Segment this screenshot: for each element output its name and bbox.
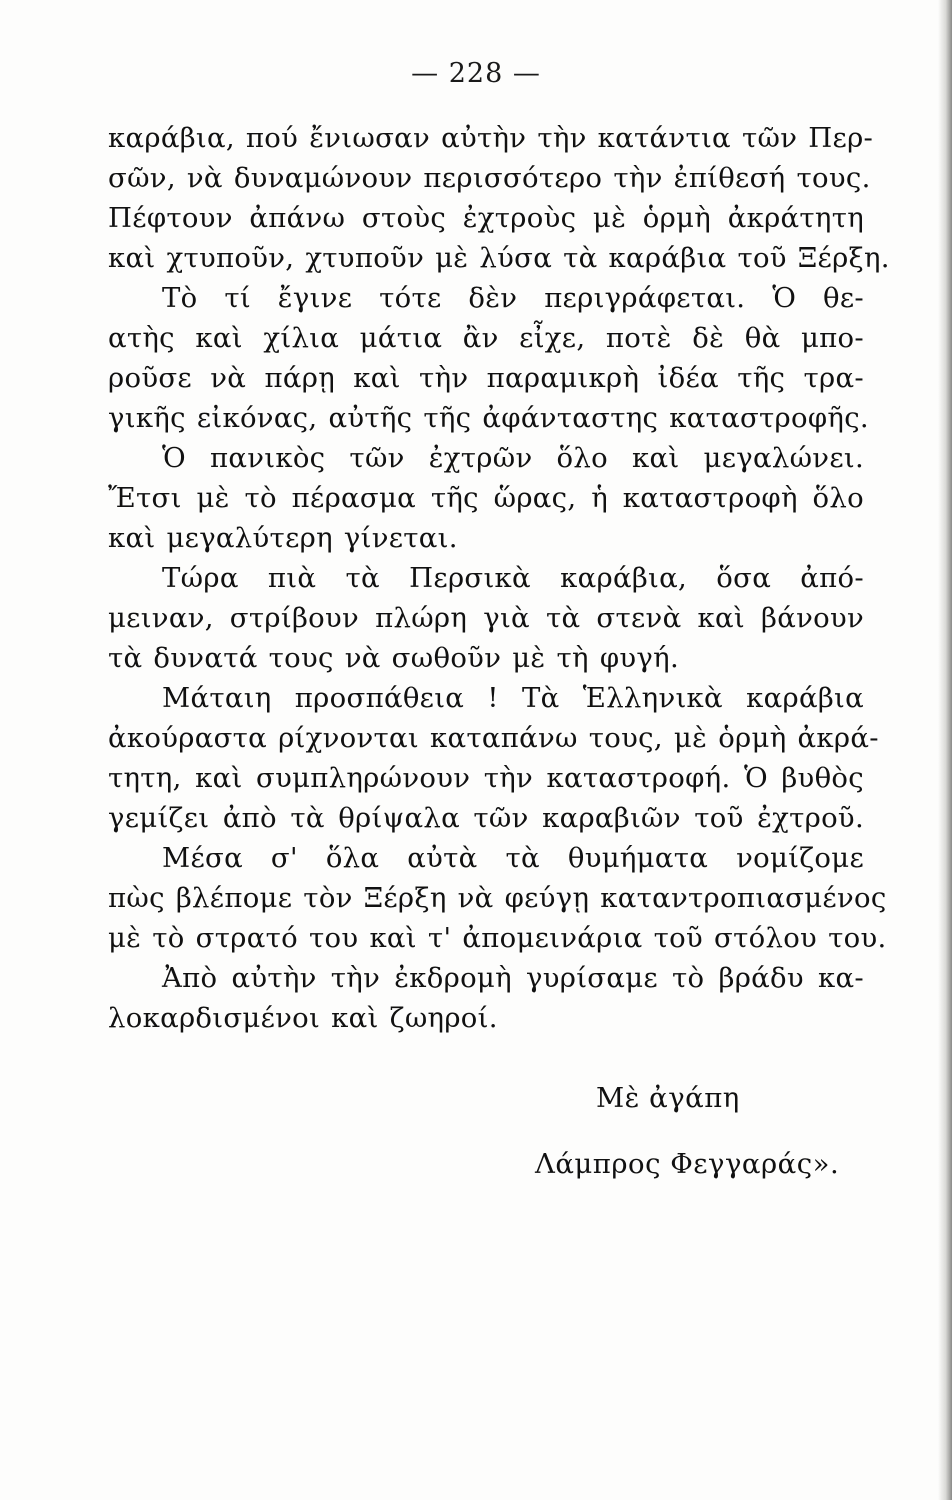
text-line: τὰ δυνατά τους νὰ σωθοῦν μὲ τὴ φυγή. [108, 642, 679, 674]
text-line: μὲ τὸ στρατό του καὶ τ' ἀπομεινάρια τοῦ στόλου του. [108, 922, 887, 954]
text-line: Ἔτσι μὲ τὸ πέρασμα τῆς ὥρας, ἡ καταστροφὴ ὅλο [108, 482, 864, 514]
text-line: μειναν, στρίβουν πλώρη γιὰ τὰ στενὰ καὶ βάνουν [108, 602, 864, 634]
text-line: Ἀπὸ αὐτὴν τὴν ἐκδρομὴ γυρίσαμε τὸ βράδυ κα- [162, 962, 864, 994]
text-line: καὶ μεγαλύτερη γίνεται. [108, 522, 458, 554]
text-line: σῶν, νὰ δυναμώνουν περισσότερο τὴν ἐπίθεσή τους. [108, 162, 871, 194]
text-line: Μέσα σ' ὅλα αὐτὰ τὰ θυμήματα νομίζομε [162, 842, 864, 874]
text-line: λοκαρδισμένοι καὶ ζωηροί. [108, 1002, 498, 1034]
signature-greeting: Μὲ ἀγάπη [596, 1082, 740, 1114]
text-line: Τώρα πιὰ τὰ Περσικὰ καράβια, ὅσα ἀπό- [162, 562, 864, 594]
body-text [108, 118, 890, 1038]
text-line: Μάταιη προσπάθεια ! Τὰ Ἑλληνικὰ καράβια [162, 682, 864, 714]
text-line: καὶ χτυποῦν, χτυποῦν μὲ λύσα τὰ καράβια τοῦ Ξέρξη. [108, 242, 890, 274]
text-line: ροῦσε νὰ πάρῃ καὶ τὴν παραμικρὴ ἰδέα τῆς τρα- [108, 362, 864, 394]
text-line: τητη, καὶ συμπληρώνουν τὴν καταστροφή. Ὁ βυθὸς [108, 762, 864, 794]
page-edge-shadow [938, 0, 952, 1500]
text-line: ἀκούραστα ρίχνονται καταπάνω τους, μὲ ὁρμὴ ἀκρά- [108, 722, 879, 754]
text-line: ατὴς καὶ χίλια μάτια ἂν εἶχε, ποτὲ δὲ θὰ μπο- [108, 322, 864, 354]
text-line: καράβια, πού ἔνιωσαν αὐτὴν τὴν κατάντια τῶν Περ- [108, 122, 874, 154]
text-line: γεμίζει ἀπὸ τὰ θρίψαλα τῶν καραβιῶν τοῦ ἐχτροῦ. [108, 802, 864, 834]
text-line: γικῆς εἰκόνας, αὐτῆς τῆς ἀφάνταστης καταστροφῆς. [108, 402, 869, 434]
text-line: Πέφτουν ἀπάνω στοὺς ἐχτροὺς μὲ ὁρμὴ ἀκράτητη [108, 202, 864, 234]
text-line: Τὸ τί ἔγινε τότε δὲν περιγράφεται. Ὁ θε- [162, 282, 864, 314]
text-line: πὼς βλέπομε τὸν Ξέρξη νὰ φεύγῃ καταντροπιασμένος [108, 882, 887, 914]
text-line: Ὁ πανικὸς τῶν ἐχτρῶν ὅλο καὶ μεγαλώνει. [162, 442, 864, 474]
signature-name: Λάμπρος Φεγγαράς». [535, 1148, 840, 1180]
page-number: — 228 — [411, 58, 541, 89]
